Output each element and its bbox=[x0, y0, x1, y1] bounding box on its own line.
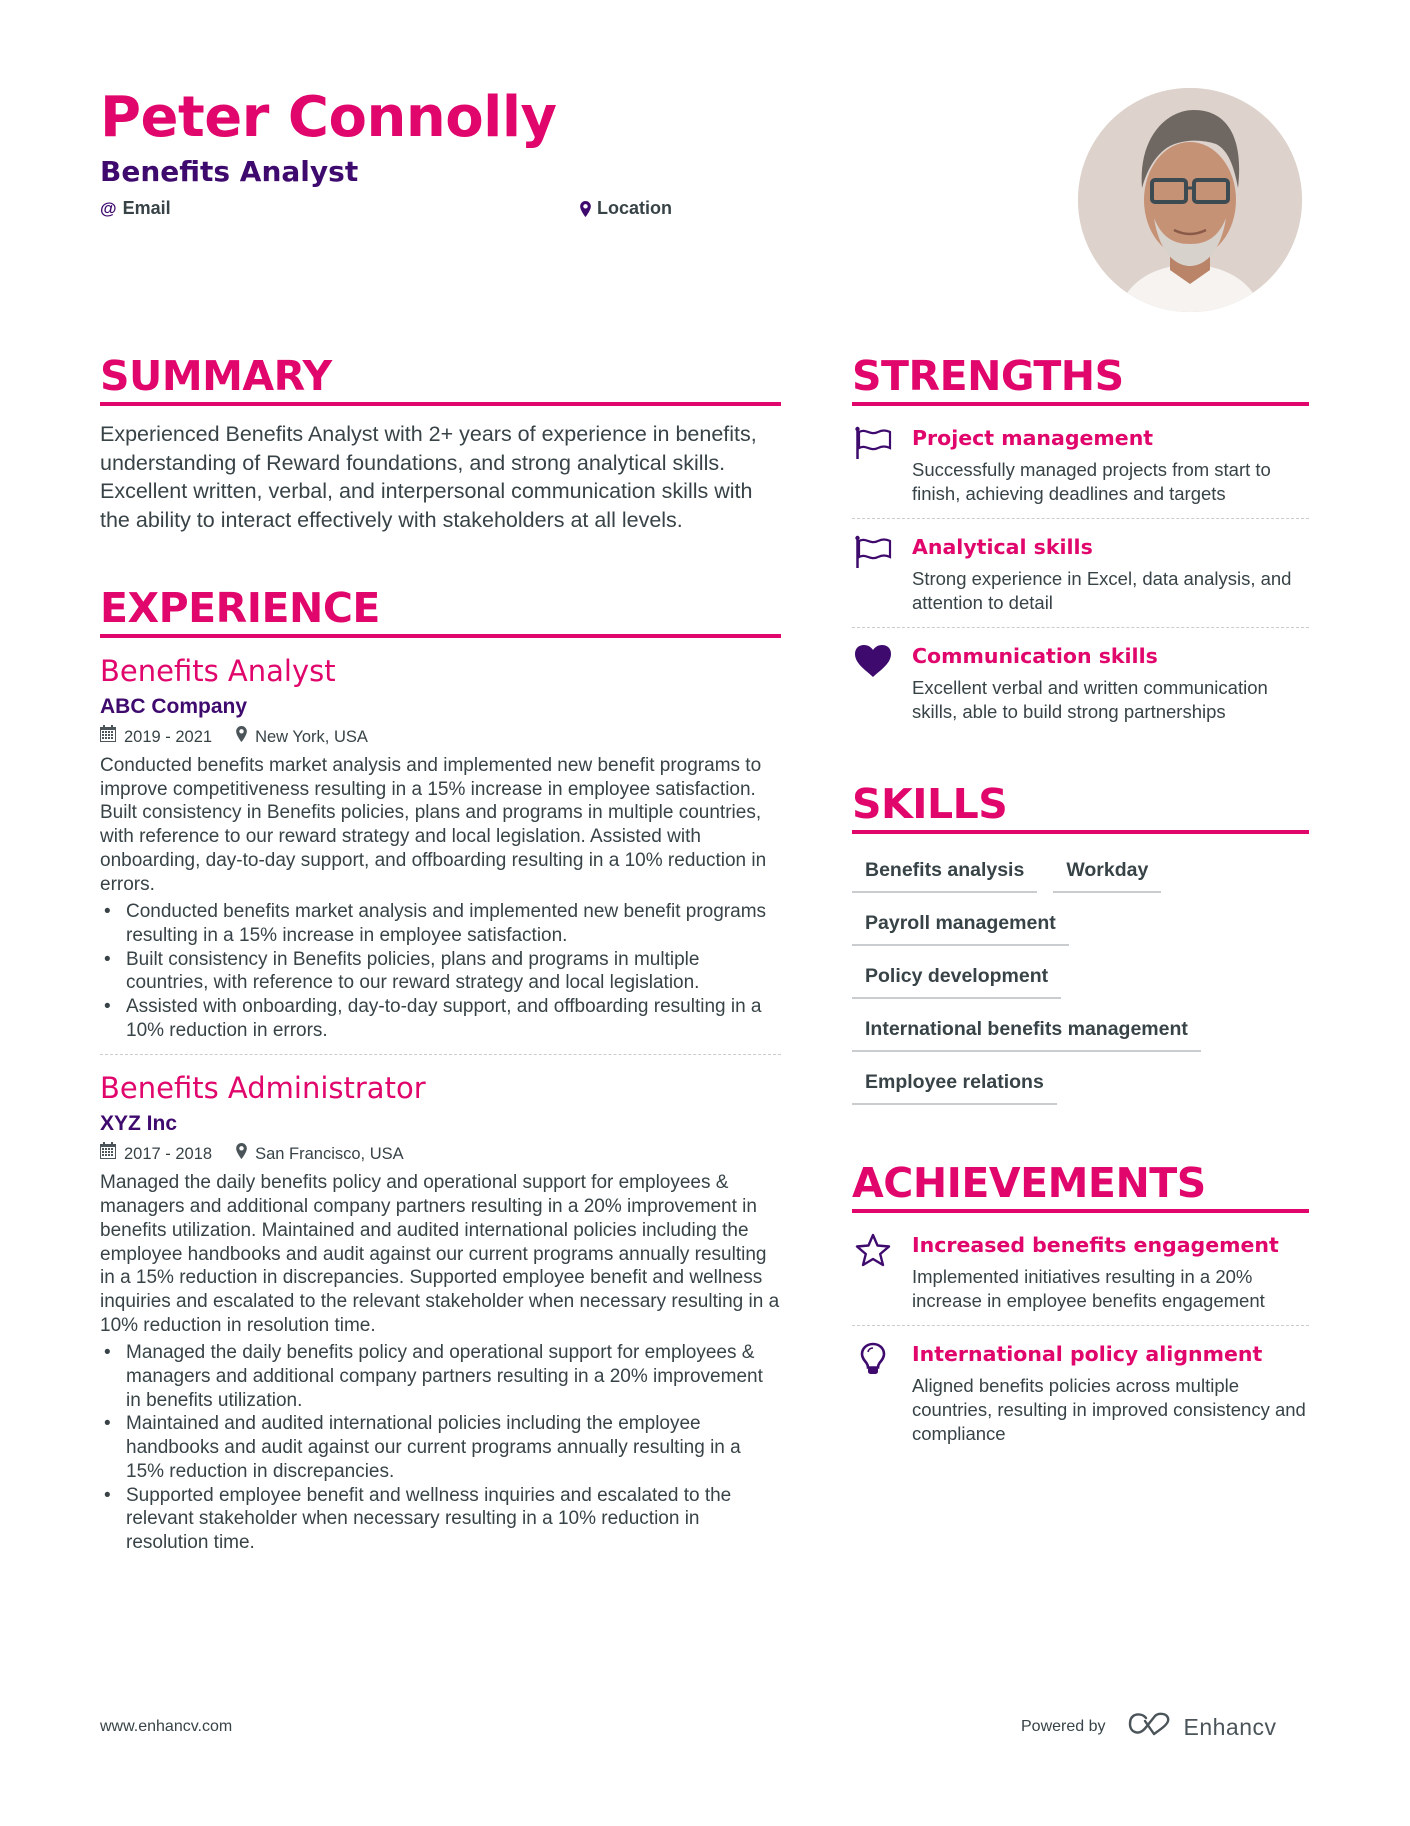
achievement-title: International policy alignment bbox=[912, 1342, 1263, 1366]
section-title-experience: EXPERIENCE bbox=[100, 584, 781, 638]
map-pin-icon bbox=[236, 1141, 247, 1167]
summary-text: Experienced Benefits Analyst with 2+ years of experience in benefits, understanding of Reward foundations, and strong analytical skills. Excellent written, verbal, and interpersonal communication skills with the ability to interact effectively with stakeholders at all levels. bbox=[100, 422, 757, 532]
brand-name: Enhancv bbox=[1183, 1713, 1277, 1740]
job-bullets bbox=[100, 1341, 781, 1554]
achievements-section bbox=[852, 1159, 1309, 1458]
strengths-section bbox=[852, 352, 1309, 736]
right-column bbox=[852, 352, 1309, 1458]
job-location-text: New York, USA bbox=[255, 728, 368, 746]
section-title-skills: SKILLS bbox=[852, 780, 1309, 834]
achievement-item bbox=[852, 1326, 1309, 1458]
location-label: Location bbox=[597, 198, 672, 218]
job-bullet: • Built consistency in Benefits policies, plans and programs in multiple countries, with reference to our reward strategy and local legislation. bbox=[100, 948, 781, 995]
calendar-icon bbox=[100, 724, 116, 750]
strength-description: Strong experience in Excel, data analysis, and attention to detail bbox=[912, 568, 1292, 613]
achievement-description: Aligned benefits policies across multiple countries, resulting in improved consistency and compliance bbox=[912, 1375, 1306, 1444]
candidate-name: Peter Connolly bbox=[100, 85, 557, 150]
experience-entry bbox=[100, 638, 781, 1054]
flag-icon bbox=[852, 533, 894, 615]
map-pin-icon bbox=[236, 724, 247, 750]
contact-row bbox=[100, 198, 880, 224]
experience-section bbox=[100, 584, 781, 1567]
footer-website[interactable]: www.enhancv.com bbox=[100, 1718, 233, 1735]
job-bullet: • Maintained and audited international policies including the employee handbooks and audit against our current programs annually resulting in a 15% reduction in discrepancies. bbox=[100, 1412, 781, 1483]
enhancv-logo-icon bbox=[1128, 1712, 1174, 1742]
left-column bbox=[100, 352, 781, 1567]
section-title-achievements: ACHIEVEMENTS bbox=[852, 1159, 1309, 1213]
strength-item bbox=[852, 519, 1309, 628]
summary-section bbox=[100, 352, 781, 534]
candidate-role: Benefits Analyst bbox=[100, 155, 359, 188]
skills-list bbox=[852, 850, 1309, 1105]
job-dates bbox=[100, 1141, 212, 1167]
profile-photo bbox=[1078, 88, 1302, 312]
job-bullet: • Supported employee benefit and wellness inquiries and escalated to the relevant stakeholder when necessary resulting in a 10% reduction in resolution time. bbox=[100, 1484, 781, 1555]
contact-email[interactable] bbox=[100, 198, 171, 219]
job-meta bbox=[100, 1141, 781, 1167]
achievement-description: Implemented initiatives resulting in a 20% increase in employee benefits engagement bbox=[912, 1266, 1265, 1311]
company-name: ABC Company bbox=[100, 695, 248, 718]
skill-tag: Payroll management bbox=[852, 903, 1069, 946]
skill-tag: Employee relations bbox=[852, 1062, 1057, 1105]
achievement-item bbox=[852, 1217, 1309, 1326]
contact-location[interactable] bbox=[580, 198, 672, 219]
strength-description: Excellent verbal and written communication skills, able to build strong partnerships bbox=[912, 677, 1268, 722]
job-location bbox=[236, 724, 368, 750]
job-bullet: • Assisted with onboarding, day-to-day support, and offboarding resulting in a 10% reduction in errors. bbox=[100, 995, 781, 1042]
company-name: XYZ Inc bbox=[100, 1112, 178, 1136]
strength-description: Successfully managed projects from start to finish, achieving deadlines and targets bbox=[912, 459, 1271, 504]
brand-logo[interactable] bbox=[1128, 1712, 1277, 1742]
experience-entry bbox=[100, 1054, 781, 1566]
strength-title: Communication skills bbox=[912, 644, 1158, 668]
job-bullet: • Conducted benefits market analysis and implemented new benefit programs resulting in a 15% increase in employee satisfaction. bbox=[100, 900, 781, 947]
star-icon bbox=[852, 1231, 894, 1313]
skill-tag: Workday bbox=[1053, 850, 1161, 893]
at-icon: @ bbox=[100, 198, 117, 218]
job-location bbox=[236, 1141, 404, 1167]
calendar-icon bbox=[100, 1141, 116, 1167]
strength-item bbox=[852, 628, 1309, 736]
footer-branding bbox=[1021, 1712, 1277, 1742]
skill-tag: Policy development bbox=[852, 956, 1061, 999]
job-title: Benefits Administrator bbox=[100, 1071, 426, 1106]
job-dates-text: 2017 - 2018 bbox=[124, 1145, 213, 1164]
job-location-text: San Francisco, USA bbox=[255, 1145, 404, 1164]
strength-title: Analytical skills bbox=[912, 535, 1093, 559]
job-description: Managed the daily benefits policy and operational support for employees & managers and additional company partners resulting in a 20% improvement in benefits utilization. Maintained and audited international policies including the employee handbooks and audit against our current programs annually resulting in a 15% reduction in discrepancies. Supported employee benefit and wellness inquiries and escalated to the relevant stakeholder when necessary resulting in a 10% reduction in resolution time. bbox=[100, 1172, 780, 1336]
section-title-strengths: STRENGTHS bbox=[852, 352, 1309, 406]
job-description: Conducted benefits market analysis and implemented new benefit programs to improve competitiveness resulting in a 15% increase in employee satisfaction. Built consistency in Benefits policies, plans and programs in multiple countries, with reference to our reward strategy and local legislation. Assisted with onboarding, day-to-day support, and offboarding resulting in a 10% reduction in errors. bbox=[100, 755, 767, 895]
job-bullet: • Managed the daily benefits policy and operational support for employees & managers and additional company partners resulting in a 20% improvement in benefits utilization. bbox=[100, 1341, 781, 1412]
job-dates-text: 2019 - 2021 bbox=[124, 728, 213, 746]
map-pin-icon bbox=[580, 201, 591, 217]
powered-by-label: Powered by bbox=[1021, 1718, 1106, 1735]
email-label: Email bbox=[122, 198, 171, 218]
job-meta bbox=[100, 724, 781, 750]
resume-header bbox=[100, 82, 880, 224]
skill-tag: International benefits management bbox=[852, 1009, 1201, 1052]
job-bullets bbox=[100, 900, 781, 1042]
flag-icon bbox=[852, 424, 894, 506]
strength-item bbox=[852, 410, 1309, 519]
heart-icon bbox=[852, 642, 894, 724]
lightbulb-icon bbox=[852, 1340, 894, 1446]
achievement-title: Increased benefits engagement bbox=[912, 1233, 1279, 1257]
job-dates bbox=[100, 724, 212, 750]
skills-section bbox=[852, 780, 1309, 1105]
skill-tag: Benefits analysis bbox=[852, 850, 1037, 893]
strength-title: Project management bbox=[912, 426, 1154, 450]
job-title: Benefits Analyst bbox=[100, 654, 336, 688]
section-title-summary: SUMMARY bbox=[100, 352, 781, 406]
